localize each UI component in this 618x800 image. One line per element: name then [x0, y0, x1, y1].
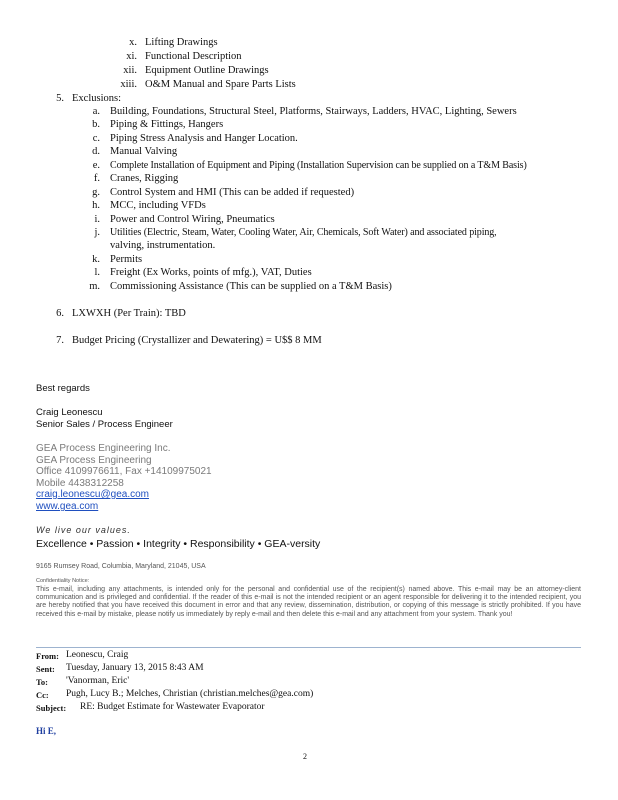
sender-title: Senior Sales / Process Engineer — [36, 419, 173, 430]
sent-label: Sent: — [36, 664, 55, 674]
page-number: 2 — [303, 752, 307, 761]
to-value: 'Vanorman, Eric' — [66, 676, 130, 686]
confidentiality-body: This e-mail, including any attachments, is intended only for the personal and confidential use of the recipient(s) named above. This e-mail may be an attorney-client communication and is privileged and confidential. If the reader of this e-mail is not the intended recipient or an agent responsible for delivering it to the intended recipient, you are hereby notified that you have received this document in error and that any review, dissemination, distribution, or copying of this message is strictly prohibited. If you have received this e-mail by mistake, please notify us immediately by reply e-mail and then delete this e-mail and any attachment from your system. Thank you! — [36, 586, 581, 618]
from-label: From: — [36, 651, 59, 661]
greeting: Best regards — [36, 383, 90, 394]
mobile-number: Mobile 4438312258 — [36, 478, 124, 489]
from-value: Leonescu, Craig — [66, 650, 129, 660]
salutation: Hi E, — [36, 726, 57, 736]
sent-value: Tuesday, January 13, 2015 8:43 AM — [66, 663, 204, 673]
document-page: x. Lifting Drawings xi. Functional Description xii. Equipment Outline Drawings xiii. O&M Manual and Spare Parts Lists 5. Exclusions: a. Building, Foundations, Structural Steel, Platforms, Stairways, Ladders, HVAC, Lighting, Sewers b. Piping & Fittings, Hangers c. Piping Stress Analysis and Hanger Location. d. Manual Valving e. Complete Installation of Equipment and Piping (Installation Supervision can be supplied on a T&M Basis) f. Cranes, Rigging g. Control System and HMI (This can be added if requested) h. MCC, including VFDs i. Power and Control Wiring, Pneumatics j. Utilities (Electric, Steam, Water, Cooling Water, Air, Chemicals, Soft Water) and associated piping, valving, instrumentation. k. Permits l. Freight (Ex Works, points of mfg.), VAT, Duties m. Commissioning Assistance (This can be supplied on a T&M Basis) 6. LXWXH (Per Train): TBD 7. Budget Pricing (Crystallizer and Dewatering) = U$$ 8 MM Best regards Craig Leonescu Senior Sales / Process Engineer GEA Process Engineering Inc. GEA Process Engineering Office 4109976611, Fax +14109975021 Mobile 4438312258 craig.leonescu@gea.com www.gea.com We live our values. Excellence • Passion • Integrity • Responsibility • GEA-versity 9165 Rumsey Road, Columbia, Maryland, 21045, USA Confidentiality Notice: This e-mail, including any attachments, is intended only for the personal and confidential use of the recipient(s) named above. This e-mail may be an attorney-client communication and is privileged and confidential. If the reader of this e-mail is not the intended recipient or an agent responsible for delivering it to the intended recipient, you are hereby notified that you have received this document in error and that any review, dissemination, distribution, or copying of this message is strictly prohibited. If you have received this e-mail by mistake, please notify us immediately by reply e-mail and then delete this e-mail and any attachment from your system. Thank you! From: Leonescu, Craig Sent: Tuesday, January 13, 2015 8:43 AM To: 'Vanorman, Eric' Cc: Pugh, Lucy B.; Melches, Christian (christian.melches@gea.com) Subject: RE: Budget Estimate for Wastewater Evaporator Hi E, 2 — [36, 37, 581, 761]
company-name: GEA Process Engineering Inc. — [36, 443, 171, 454]
company-address: 9165 Rumsey Road, Columbia, Maryland, 21045, USA — [36, 563, 206, 570]
cc-value: Pugh, Lucy B.; Melches, Christian (christian.melches@gea.com) — [66, 689, 314, 699]
email-link[interactable]: craig.leonescu@gea.com — [36, 489, 149, 500]
values-line: Excellence • Passion • Integrity • Responsibility • GEA-versity — [36, 538, 321, 550]
company-division: GEA Process Engineering — [36, 455, 152, 466]
confidentiality-title: Confidentiality Notice: — [36, 578, 90, 584]
values-heading: We live our values. — [36, 525, 131, 535]
sender-name: Craig Leonescu — [36, 407, 103, 418]
divider — [36, 647, 581, 648]
to-label: To: — [36, 677, 48, 687]
cc-label: Cc: — [36, 690, 49, 700]
website-link[interactable]: www.gea.com — [36, 501, 99, 512]
subject-value: RE: Budget Estimate for Wastewater Evaporator — [80, 702, 265, 712]
office-fax: Office 4109976611, Fax +14109975021 — [36, 466, 212, 477]
subject-label: Subject: — [36, 703, 67, 713]
